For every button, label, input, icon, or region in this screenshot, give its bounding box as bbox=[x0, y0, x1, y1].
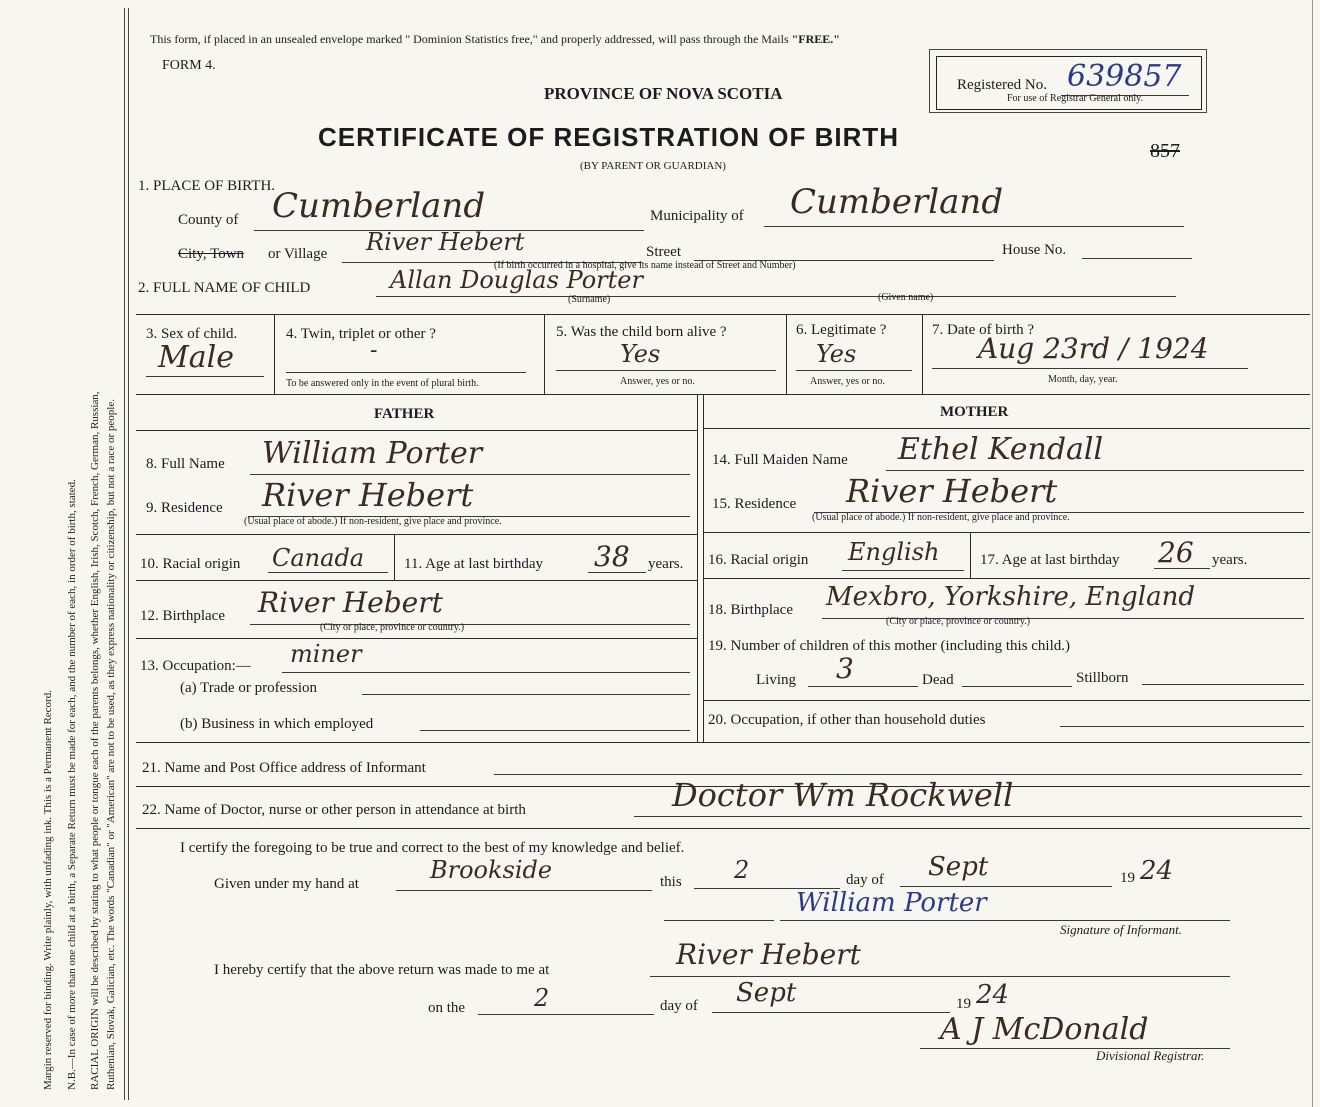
father-age-line bbox=[588, 572, 646, 573]
father-business-line bbox=[420, 730, 690, 731]
given-place-line bbox=[396, 890, 652, 891]
free-label: "FREE." bbox=[791, 32, 840, 46]
surname-note: (Surname) bbox=[568, 294, 611, 305]
alive-line bbox=[556, 370, 776, 371]
alive-label: 5. Was the child born alive ? bbox=[556, 324, 727, 340]
father-heading: FATHER bbox=[374, 406, 435, 422]
row3-divider-3 bbox=[786, 314, 787, 394]
father-years: years. bbox=[648, 556, 684, 572]
father-row-rule-2 bbox=[136, 580, 697, 581]
county-value: Cumberland bbox=[272, 186, 486, 226]
sex-label: 3. Sex of child. bbox=[146, 326, 238, 342]
legitimate-value: Yes bbox=[816, 340, 857, 368]
given-month-value: Sept bbox=[928, 852, 989, 882]
given-year-value: 24 bbox=[1140, 856, 1174, 886]
hospital-note: (If birth occurred in a hospital, give its name instead of Street and Number) bbox=[494, 260, 796, 271]
margin-note-2: N.B.—In case of more than one child at a birth, a Separate Return must be made for each, and the number of each, in order of birth, stated. bbox=[66, 479, 78, 1090]
father-abode-note: (Usual place of abode.) If non-resident, give place and province. bbox=[244, 516, 502, 527]
father-birthplace-value: River Hebert bbox=[258, 586, 443, 619]
this-label: this bbox=[660, 874, 682, 890]
alive-note: Answer, yes or no. bbox=[620, 376, 695, 387]
village-label: or Village bbox=[268, 246, 328, 262]
registrar-month-line bbox=[712, 1012, 950, 1013]
doctor-label: 22. Name of Doctor, nurse or other person in attendance at birth bbox=[142, 802, 526, 818]
mother-heading-rule bbox=[703, 428, 1310, 429]
informant-sig-line bbox=[780, 920, 1230, 921]
mother-birthplace-label: 18. Birthplace bbox=[708, 602, 793, 618]
mother-occupation-label: 20. Occupation, if other than household duties bbox=[708, 712, 986, 728]
registrar-statement: I hereby certify that the above return was made to me at bbox=[214, 962, 550, 978]
father-trade-label: (a) Trade or profession bbox=[180, 680, 318, 696]
given-day-of-label: day of bbox=[846, 872, 884, 888]
province-heading: PROVINCE OF NOVA SCOTIA bbox=[544, 84, 783, 103]
right-edge bbox=[1312, 0, 1313, 1107]
child-name-line bbox=[376, 296, 1176, 297]
mother-name-line bbox=[886, 470, 1304, 471]
living-value: 3 bbox=[836, 652, 854, 685]
given-place-value: Brookside bbox=[430, 856, 553, 884]
father-trade-line bbox=[362, 694, 690, 695]
registered-label: Registered No. bbox=[957, 77, 1047, 93]
father-racial-value: Canada bbox=[272, 544, 365, 572]
municipality-label: Municipality of bbox=[650, 208, 744, 224]
certificate-title: CERTIFICATE OF REGISTRATION OF BIRTH bbox=[318, 122, 900, 152]
on-the-label: on the bbox=[428, 1000, 466, 1016]
dob-value: Aug 23rd / 1924 bbox=[978, 332, 1209, 365]
margin-border-inner bbox=[128, 8, 129, 1100]
doctor-value: Doctor Wm Rockwell bbox=[672, 776, 1014, 814]
margin-note-1: Margin reserved for binding. Write plainly, with unfading ink. This is a Permanent Record. bbox=[42, 690, 54, 1090]
father-row-rule-3 bbox=[136, 638, 697, 639]
mother-racial-divider bbox=[970, 532, 971, 578]
doctor-line bbox=[634, 816, 1302, 817]
mother-occupation-line bbox=[1060, 726, 1304, 727]
living-label: Living bbox=[756, 672, 796, 688]
mother-racial-label: 16. Racial origin bbox=[708, 552, 809, 568]
row3-bottom-border bbox=[136, 394, 1310, 395]
father-row-rule-1 bbox=[136, 534, 697, 535]
registrar-year-prefix: 19 bbox=[956, 996, 971, 1012]
given-day-value: 2 bbox=[734, 856, 750, 884]
dob-line bbox=[932, 368, 1248, 369]
parents-bottom-border bbox=[136, 742, 1310, 743]
registrar-year-value: 24 bbox=[976, 980, 1010, 1010]
alive-value: Yes bbox=[620, 340, 661, 368]
given-under-label: Given under my hand at bbox=[214, 876, 359, 892]
city-town-struck: City, Town bbox=[178, 246, 245, 262]
father-age-value: 38 bbox=[594, 540, 630, 573]
stillborn-line bbox=[1142, 684, 1304, 685]
sex-value: Male bbox=[158, 340, 234, 375]
registrar-signature: A J McDonald bbox=[940, 1012, 1149, 1047]
dob-label: 7. Date of birth ? bbox=[932, 322, 1035, 338]
margin-note-4: Ruthenian, Slovak, Galician, etc. The words "Canadian" or "American" are not to be used, as they express nationality or citizenship, but not a race or people. bbox=[105, 399, 117, 1090]
legitimate-label: 6. Legitimate ? bbox=[796, 322, 887, 338]
house-number-label: House No. bbox=[1002, 242, 1067, 258]
mother-birthplace-value: Mexbro, Yorkshire, England bbox=[826, 582, 1195, 612]
father-occupation-label: 13. Occupation:— bbox=[140, 658, 251, 674]
struck-number: 857 bbox=[1150, 140, 1180, 162]
father-residence-value: River Hebert bbox=[262, 476, 474, 514]
stillborn-label: Stillborn bbox=[1076, 670, 1129, 686]
mother-residence-value: River Hebert bbox=[846, 472, 1058, 510]
form-number: FORM 4. bbox=[162, 58, 216, 73]
living-line bbox=[808, 686, 918, 687]
twin-line bbox=[286, 372, 526, 373]
given-name-note: (Given name) bbox=[878, 292, 934, 303]
mother-heading: MOTHER bbox=[940, 404, 1009, 420]
dead-line bbox=[962, 686, 1072, 687]
registrar-place-line bbox=[650, 976, 1230, 977]
mother-abode-note: (Usual place of abode.) If non-resident, give place and province. bbox=[812, 512, 1070, 523]
certify-statement: I certify the foregoing to be true and correct to the best of my knowledge and belief. bbox=[180, 840, 685, 856]
mother-birthplace-note: (City or place, province or country.) bbox=[886, 616, 1031, 627]
twin-note: To be answered only in the event of plural birth. bbox=[286, 378, 479, 389]
place-of-birth-label: 1. PLACE OF BIRTH. bbox=[138, 178, 276, 194]
municipality-line bbox=[764, 226, 1184, 227]
informant-label: 21. Name and Post Office address of Informant bbox=[142, 760, 426, 776]
legitimate-note: Answer, yes or no. bbox=[810, 376, 885, 387]
father-name-line bbox=[250, 474, 690, 475]
mother-racial-value: English bbox=[848, 538, 940, 566]
father-name-value: William Porter bbox=[262, 436, 483, 471]
parents-center-divider-2 bbox=[703, 394, 704, 742]
father-birthplace-line bbox=[250, 624, 690, 625]
mother-row-rule-1 bbox=[703, 532, 1310, 533]
registrar-general-note: For use of Registrar General only. bbox=[1007, 93, 1143, 104]
child-name-label: 2. FULL NAME OF CHILD bbox=[138, 280, 311, 296]
registered-number: 639857 bbox=[1067, 59, 1182, 94]
father-occupation-line bbox=[282, 672, 690, 673]
given-month-line bbox=[900, 886, 1112, 887]
row3-divider-4 bbox=[922, 314, 923, 394]
registrar-day-line bbox=[478, 1014, 654, 1015]
registrar-day-value: 2 bbox=[534, 984, 550, 1012]
margin-border bbox=[124, 8, 125, 1100]
row22-rule bbox=[136, 828, 1310, 829]
father-name-label: 8. Full Name bbox=[146, 456, 225, 472]
given-year-prefix: 19 bbox=[1120, 870, 1135, 886]
mother-row-rule-2 bbox=[703, 578, 1310, 579]
father-heading-rule bbox=[136, 430, 697, 431]
mail-notice: This form, if placed in an unsealed envelope marked " Dominion Statistics free," and properly addressed, will pass through the Mails "FREE." bbox=[150, 32, 840, 46]
twin-label: 4. Twin, triplet or other ? bbox=[286, 326, 436, 342]
municipality-value: Cumberland bbox=[790, 182, 1004, 222]
twin-value: - bbox=[370, 338, 378, 363]
mother-name-value: Ethel Kendall bbox=[898, 432, 1104, 467]
margin-note-3: RACIAL ORIGIN will be described by stating to what people or tongue each of the parents belongs, whether English, Irish, Scotch, French, German, Russian, bbox=[89, 391, 101, 1090]
father-birthplace-note: (City or place, province or country.) bbox=[320, 622, 465, 633]
mother-children-label: 19. Number of children of this mother (including this child.) bbox=[708, 638, 1071, 654]
dob-note: Month, day, year. bbox=[1048, 374, 1118, 385]
mother-name-label: 14. Full Maiden Name bbox=[712, 452, 848, 468]
registrar-day-of-label: day of bbox=[660, 998, 698, 1014]
house-line bbox=[1082, 258, 1192, 259]
certificate-subtitle: (BY PARENT OR GUARDIAN) bbox=[580, 160, 726, 172]
father-birthplace-label: 12. Birthplace bbox=[140, 608, 225, 624]
row3-divider-1 bbox=[274, 314, 275, 394]
informant-sig-lead bbox=[664, 920, 774, 921]
informant-signature: William Porter bbox=[796, 888, 987, 918]
registrar-place-value: River Hebert bbox=[676, 938, 861, 971]
county-label: County of bbox=[178, 212, 239, 228]
dead-label: Dead bbox=[922, 672, 954, 688]
informant-sig-caption: Signature of Informant. bbox=[1060, 922, 1182, 937]
father-racial-line bbox=[268, 572, 388, 573]
sex-line bbox=[146, 376, 264, 377]
mother-age-line bbox=[1154, 568, 1210, 569]
street-label: Street bbox=[646, 244, 681, 260]
mother-age-label: 17. Age at last birthday bbox=[980, 552, 1120, 568]
mother-years: years. bbox=[1212, 552, 1248, 568]
mother-row-rule-3 bbox=[703, 700, 1310, 701]
father-racial-divider bbox=[394, 534, 395, 580]
child-name-value: Allan Douglas Porter bbox=[390, 266, 643, 294]
father-racial-label: 10. Racial origin bbox=[140, 556, 241, 572]
row3-top-border bbox=[136, 314, 1310, 315]
father-business-label: (b) Business in which employed bbox=[180, 716, 374, 732]
registered-box bbox=[936, 56, 1202, 110]
mother-residence-label: 15. Residence bbox=[712, 496, 797, 512]
registrar-month-value: Sept bbox=[736, 978, 797, 1008]
mother-age-value: 26 bbox=[1158, 536, 1194, 569]
row3-divider-2 bbox=[544, 314, 545, 394]
legitimate-line bbox=[796, 370, 912, 371]
registrar-caption: Divisional Registrar. bbox=[1096, 1048, 1205, 1063]
informant-line bbox=[494, 774, 1302, 775]
father-residence-label: 9. Residence bbox=[146, 500, 223, 516]
father-age-label: 11. Age at last birthday bbox=[404, 556, 543, 572]
father-occupation-value: miner bbox=[290, 640, 362, 668]
parents-center-divider bbox=[697, 394, 698, 742]
village-value: River Hebert bbox=[366, 228, 525, 256]
mother-racial-line bbox=[842, 570, 964, 571]
